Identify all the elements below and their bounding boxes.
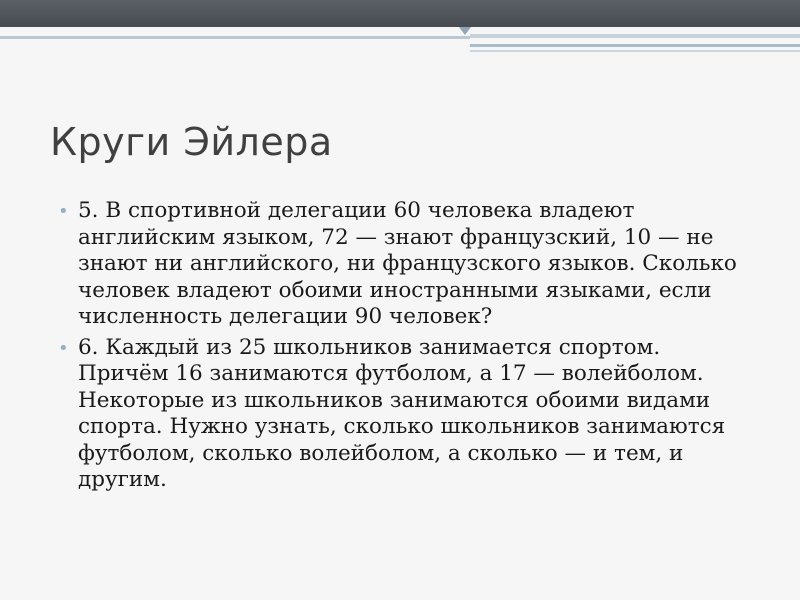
list-item — [56, 198, 756, 331]
top-decorative-band — [0, 0, 800, 27]
list-item-text: 6. Каждый из 25 школьников занимается спортом. Причём 16 занимаются футболом, а 17 — волейболом. Некоторые из школьников занимаются обоими видами спорта. Нужно узнать, сколько школьников занимаются футболом, сколько волейболом, а сколько — и тем, и другим. — [78, 334, 726, 492]
accent-stripe-right-3 — [470, 50, 800, 52]
bullet-list — [56, 198, 756, 498]
bullet-icon: • — [58, 337, 69, 359]
triangle-marker-icon — [459, 27, 471, 35]
bullet-icon: • — [58, 201, 69, 222]
list-item-text: 5. В спортивной делегации 60 человека владеют английским языком, 72 — знают французский, 10 — не знают ни английского, ни французского языков. Сколько человек владеют обоими иностранными языками, если численность делегации 90 человек? — [78, 198, 737, 329]
list-item — [56, 335, 756, 494]
accent-stripe-left — [0, 36, 470, 39]
accent-stripe-right-1 — [470, 34, 800, 38]
accent-stripe-right-2 — [470, 44, 800, 47]
slide-title: Круги Эйлера — [50, 120, 333, 164]
top-light-band — [0, 27, 800, 57]
